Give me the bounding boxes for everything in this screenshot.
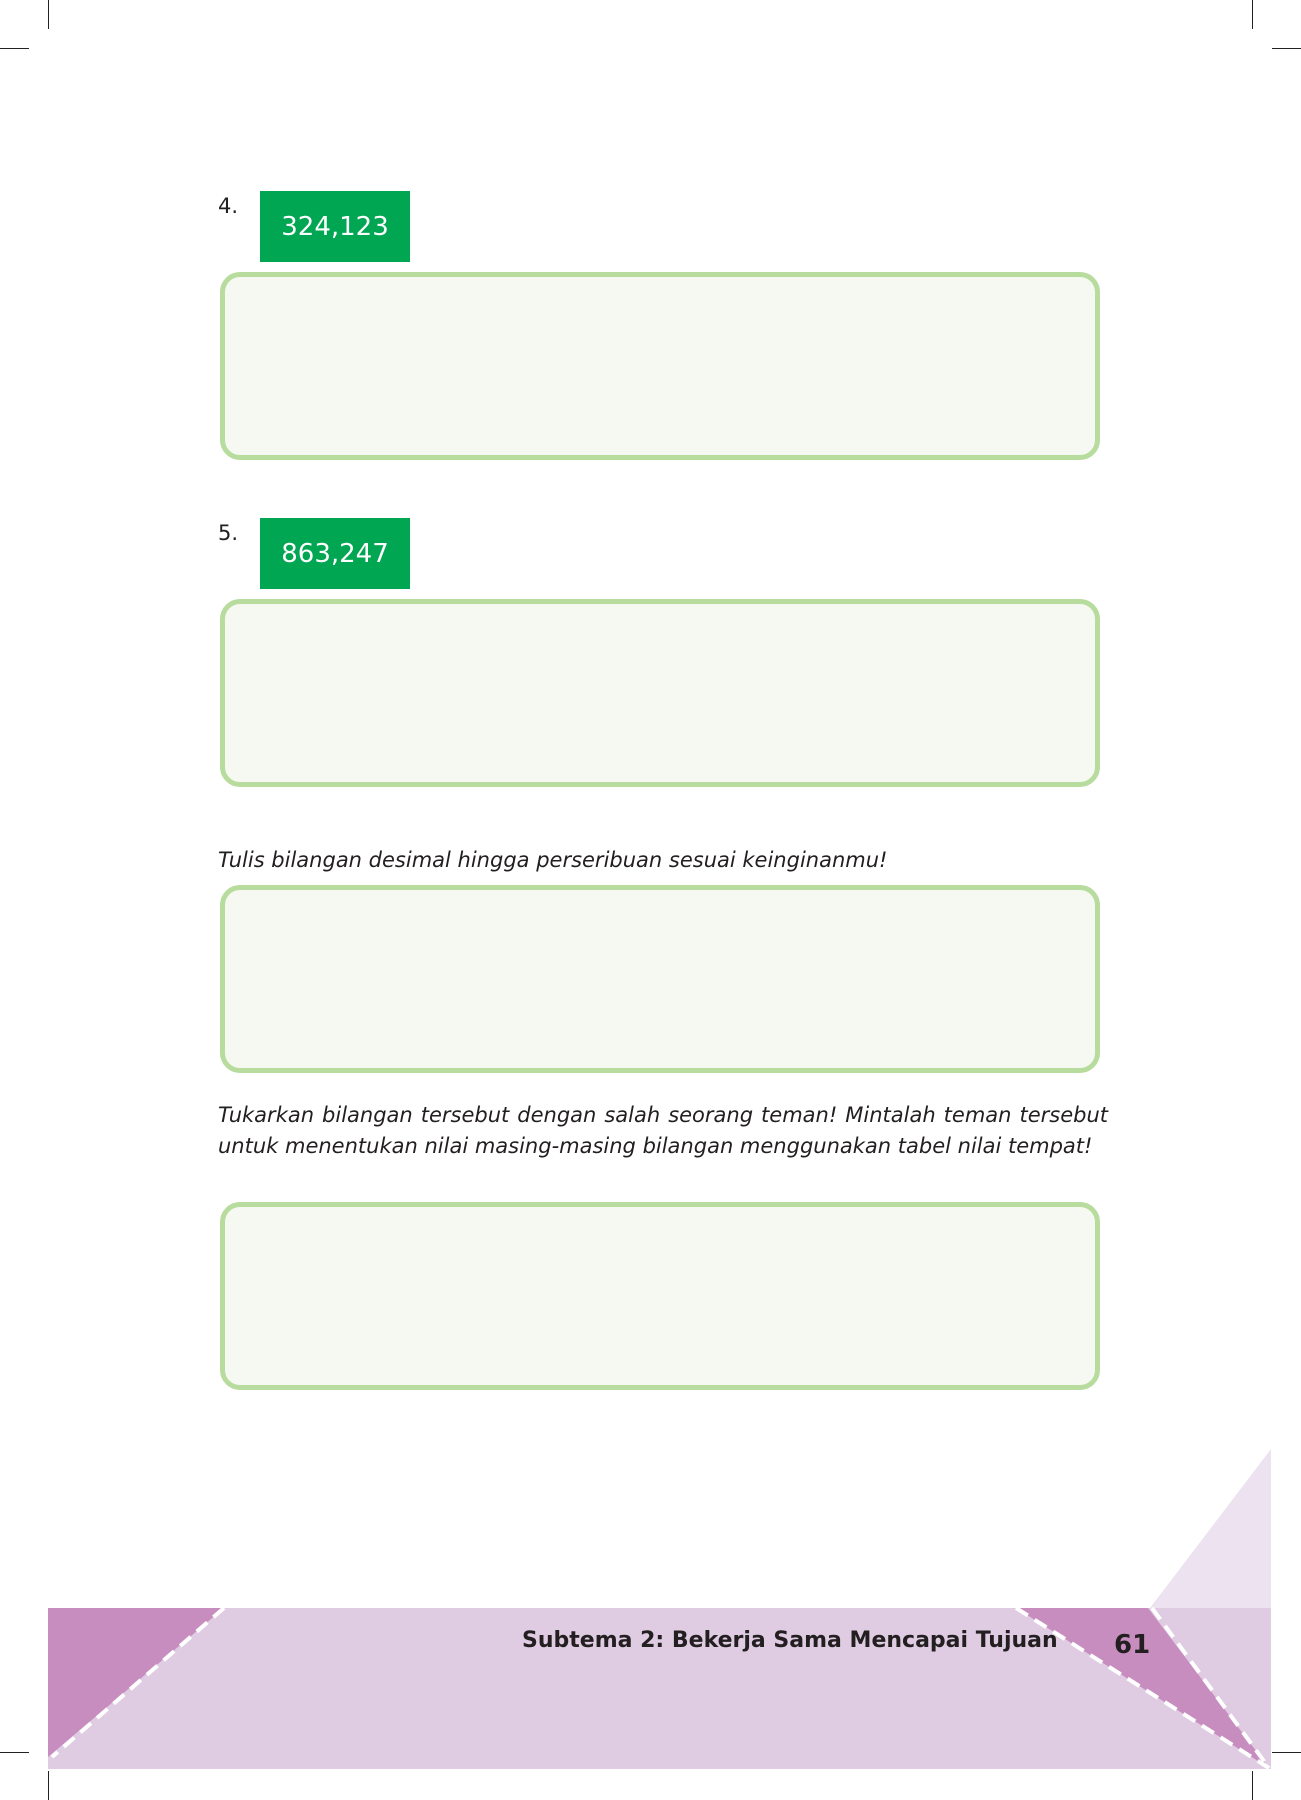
- instruction-text: Tukarkan bilangan tersebut dengan salah seorang teman! Mintalah teman tersebut untuk menentukan nilai masing-masing bilangan menggunakan tabel nilai tempat!: [218, 1103, 1108, 1158]
- footer-subtheme: Subtema 2: Bekerja Sama Mencapai Tujuan: [522, 1628, 1058, 1653]
- item-number: 5.: [218, 521, 239, 545]
- number-tag: 324,123: [260, 191, 410, 262]
- item-number: 4.: [218, 194, 239, 218]
- page-number: 61: [1114, 1630, 1151, 1660]
- number-tag: 863,247: [260, 518, 410, 589]
- instruction-text: Tulis bilangan desimal hingga perseribuan sesuai keinginanmu!: [218, 848, 888, 872]
